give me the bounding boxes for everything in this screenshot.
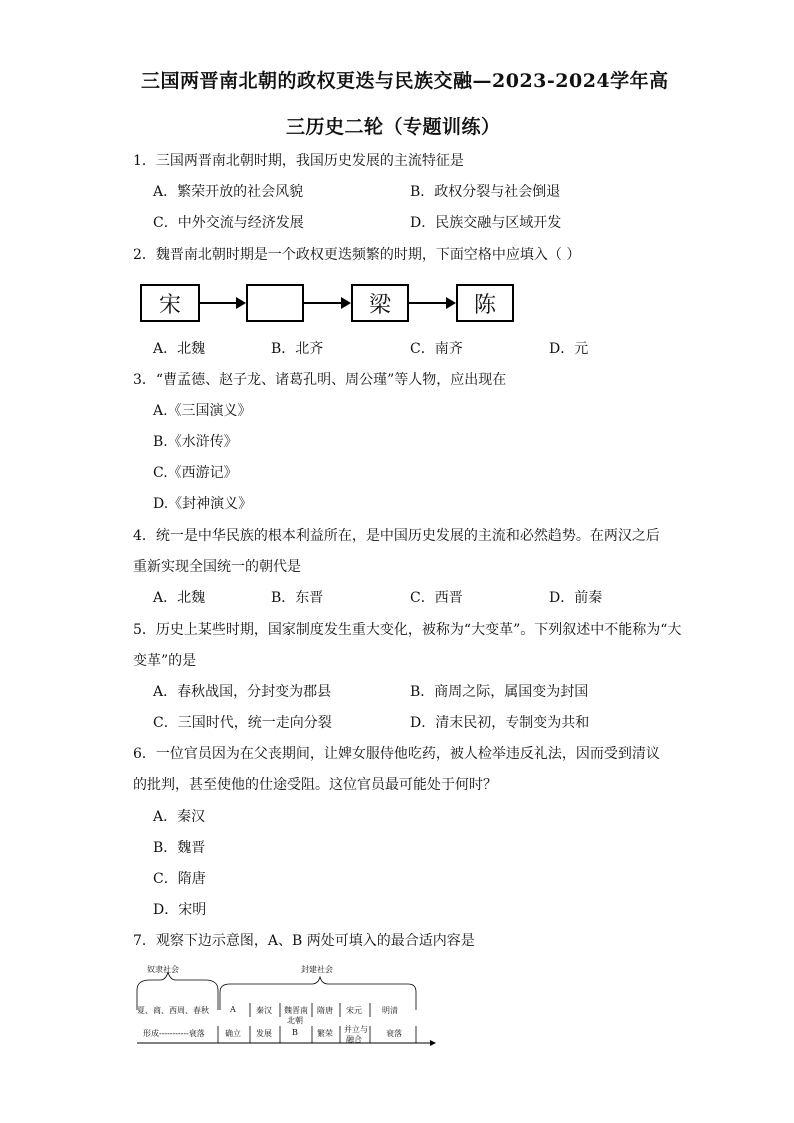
- flow-arrow-3: [409, 302, 446, 304]
- question-2-option-c[interactable]: C．南齐: [410, 341, 463, 357]
- question-6-text-line2: 的批判，甚至使他的仕途受阻。这位官员最可能处于何时？: [133, 777, 497, 793]
- question-1-option-b[interactable]: B．政权分裂与社会倒退: [410, 184, 561, 200]
- question-4-option-b[interactable]: B．东晋: [271, 590, 324, 606]
- question-6-option-d[interactable]: D．宋明: [153, 902, 207, 918]
- question-3-option-b[interactable]: B.《水浒传》: [153, 434, 238, 450]
- flow-arrow-3-head: [446, 297, 456, 309]
- stage-merge: 融合: [346, 1035, 362, 1044]
- stage-decline: 衰落: [386, 1029, 402, 1038]
- page-title-line2: 三历史二轮（专题训练）: [286, 116, 501, 138]
- question-3-option-a[interactable]: A.《三国演义》: [153, 403, 252, 419]
- slave-society-label: 奴隶社会: [147, 965, 179, 974]
- question-1-text: 1．三国两晋南北朝时期，我国历史发展的主流特征是: [133, 153, 464, 169]
- flow-box-song: 宋: [140, 284, 200, 322]
- question-7-text: 7．观察下边示意图，A、B 两处可填入的最合适内容是: [133, 933, 475, 949]
- stage-develop: 发展: [256, 1029, 272, 1038]
- flow-arrow-2-head: [341, 297, 351, 309]
- flow-box-liang: 梁: [351, 284, 409, 322]
- period-a-blank: A: [230, 1005, 236, 1014]
- question-3-option-d[interactable]: D.《封神演义》: [153, 496, 253, 512]
- question-3-option-c[interactable]: C.《西游记》: [153, 465, 238, 481]
- question-1-option-a[interactable]: A．繁荣开放的社会风貌: [153, 184, 304, 200]
- period-wei-jin-nan: 魏晋南: [284, 1006, 308, 1015]
- question-2-option-a[interactable]: A．北魏: [153, 341, 206, 357]
- feudal-society-label: 封建社会: [301, 965, 333, 974]
- stage-formation-decline: 形成-----------衰落: [143, 1029, 205, 1038]
- flow-box-chen: 陈: [456, 284, 514, 322]
- question-5-text-line2: 变革”的是: [133, 653, 197, 669]
- question-6-option-b[interactable]: B．魏晋: [153, 840, 206, 856]
- question-4-option-a[interactable]: A．北魏: [153, 590, 206, 606]
- stage-prosper: 繁荣: [317, 1029, 333, 1038]
- question-4-text-line1: 4．统一是中华民族的根本利益所在，是中国历史发展的主流和必然趋势。在两汉之后: [133, 528, 660, 544]
- period-sui-tang: 隋唐: [317, 1006, 333, 1015]
- question-3-text: 3．“曹孟德、赵子龙、诸葛孔明、周公瑾”等人物，应出现在: [133, 372, 507, 388]
- question-6-option-c[interactable]: C．隋唐: [153, 871, 206, 887]
- question-5-text-line1: 5．历史上某些时期，国家制度发生重大变化，被称为“大变革”。下列叙述中不能称为“大: [133, 622, 682, 638]
- flow-arrow-1: [200, 302, 236, 304]
- question-6-option-a[interactable]: A．秦汉: [153, 809, 206, 825]
- stage-b-blank: B: [292, 1028, 298, 1037]
- period-ming-qing: 明清: [382, 1006, 398, 1015]
- question-6-text-line1: 6．一位官员因为在父丧期间，让婢女服侍他吃药，被人检举违反礼法，因而受到清议: [133, 746, 660, 762]
- question-5-option-d[interactable]: D．清末民初，专制变为共和: [410, 715, 590, 731]
- flow-arrow-1-head: [236, 297, 246, 309]
- flow-arrow-2: [304, 302, 341, 304]
- period-song-yuan: 宋元: [346, 1006, 362, 1015]
- question-1-option-c[interactable]: C．中外交流与经济发展: [153, 215, 304, 231]
- question-4-text-line2: 重新实现全国统一的朝代是: [133, 559, 301, 575]
- question-4-option-d[interactable]: D．前秦: [549, 590, 603, 606]
- question-2-option-b[interactable]: B．北齐: [271, 341, 324, 357]
- question-4-option-c[interactable]: C．西晋: [410, 590, 463, 606]
- question-2-option-d[interactable]: D．元: [549, 341, 589, 357]
- stage-coexist: 并立与: [344, 1025, 368, 1034]
- question-1-option-d[interactable]: D．民族交融与区域开发: [410, 215, 562, 231]
- question-2-text: 2．魏晋南北朝时期是一个政权更迭频繁的时期，下面空格中应填入（ ）: [133, 247, 581, 263]
- question-5-option-c[interactable]: C．三国时代，统一走向分裂: [153, 715, 332, 731]
- question-5-option-a[interactable]: A．春秋战国，分封变为郡县: [153, 684, 332, 700]
- period-xia-shang-zhou: 夏、商、西周、春秋: [137, 1006, 209, 1015]
- period-qin-han: 秦汉: [256, 1006, 272, 1015]
- flow-box-blank: [246, 284, 304, 322]
- page-title-line1: 三国两晋南北朝的政权更迭与民族交融—2023-2024学年高: [141, 70, 669, 92]
- question-5-option-b[interactable]: B．商周之际，属国变为封国: [410, 684, 589, 700]
- period-bei-chao: 北朝: [287, 1016, 303, 1025]
- stage-establish: 确立: [225, 1029, 241, 1038]
